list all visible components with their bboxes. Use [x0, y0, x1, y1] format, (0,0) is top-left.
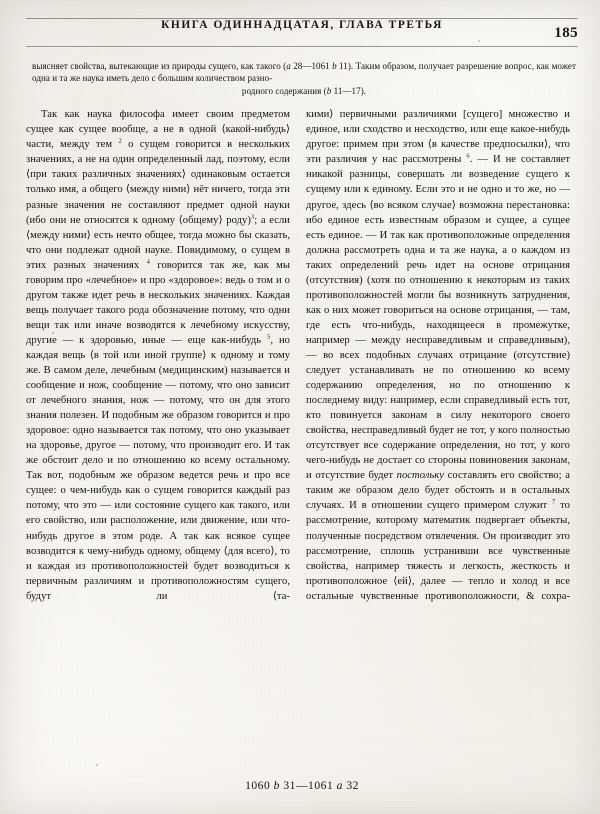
two-column-body [26, 107, 578, 604]
ref-end-line: 32 [346, 779, 359, 792]
running-head [26, 19, 578, 41]
column-left-text: Так как наука философа имеет своим предметом сущее как сущее вообще, а не в одной ⟨какой-нибудь⟩ части, между тем $^2$ о сущем говорится в нескольких значениях, а не на один определенный лад, поэтому, если ⟨при таких различных значениях⟩ одинаковым остается только имя, а общего ⟨между ними⟩ нёт ничего, тогда эти разные значения не составляют предмет одной науки (ибо они не относятся к одному ⟨общему⟩ роду)$^3$; а если ⟨между ними⟩ есть нечто общее, тогда можно бы сказать, что они подлежат одной науке. Повидимому, о сущем в этих разных значениях $^4$ говорится так же, как мы говорим про «лечебное» и про «здоровое»: ведь о том и о другом также идет речь в нескольких значениях. Каждая вещь получает такого рода обозначение потому, что одни вещи так или иначе возводятся к лечебному искусству, другие — к здоровью, иные — еще как-нибудь $^5$, но каждая вещь ⟨в той или иной группе⟩ к одному и тому же. В самом деле, лечебным (медицинским) называется и сообщение и нож, сообщение — потому, что оно зависит от лечебного знания, нож — потому, что он для этого знания полезен. И подобным же образом говорится и про здоровое: одно называется так потому, что оно указывает на здоровье, другое — потому, что производит его. И так же обстоит дело и по отношению ко всему остальному. Так вот, подобным же образом ведется речь и про все сущее: о чем-нибудь как о сущем говорится каждый раз потому, что это — или состояние сущего как такого, или его свойство, или расположение, или движение, или что-нибудь другое в этом роде. А так как всякое сущее возводится к чему-нибудь одному, общему ⟨для всего⟩, то и каждая из противоположностей будет возводиться к первичным различиям и противоположностям сущего, будут ли ⟨та- [26, 109, 290, 602]
bekker-reference [26, 779, 578, 792]
summary-text: выясняет свойства, вытекающие из природы сущего, как такого (a 28—1061 b 11). Таким образом, получает разрешение вопрос, как может одна и та же наука иметь дело с большим количеством разно- [32, 61, 576, 84]
ref-dash: — [295, 779, 309, 792]
column-right-text: кими⟩ первичными различиями [сущего] множество и единое, или сходство и несходство, или еще какое-нибудь другое: примем при этом ⟨в качестве предпосылки⟩, что эти различия у нас рассмотрены $^6$. — И не составляет никакой разницы, совершать ли возведение сущего к сущему или к единому. Если это и не одно и то же, но — другое, здесь ⟨во всяком случае⟩ возможна перестановка: ибо единое есть известным образом и сущее, а сущее есть единое. — И так как противоположные определения должна рассмотреть одна и та же наука, а о каждом из таких определений речь идет на основе отрицания (отсутствия) (хотя по отношению к некоторым из таких противоположностей могли бы возникнуть затруднения, как о них может говориться на основе отрицания, — там, где есть что-нибудь, находящееся в промежутке, например — между несправедливым и справедливым), — во всех подобных случаях отрицание (отсутствие) следует устанавливать не по отношению ко всему содержанию определения, но по отношению к последнему виду: например, если справедливый есть тот, кто повинуется законам в силу некоторого своего свойства, несправедливый будет не тот, у кого полностью отсутствует все содержание определения, но тот, у кого чего-нибудь не достает со стороны повиновения законам, и отсутствие будет постольку составлять его свойство; а таким же образом дело будет обстоять и в остальных случаях. И в отношении сущего примером служит $^7$ то рассмотрение, которому математик подвергает объекты, полученные посредством отвлечения. Он производит это рассмотрение, сплошь устранивши все чувственные свойства, например тяжесть и легкость, жесткость и противоположное ⟨ей⟩, далее — тепло и холод и все остальные чувственные противоположности, & сохра- [306, 109, 570, 602]
page-number: 185 [554, 25, 578, 41]
column-left [26, 107, 290, 604]
ref-start-number: 1060 [245, 779, 271, 792]
column-right [306, 107, 570, 604]
ref-start-line: 31 [283, 779, 296, 792]
page-content [26, 10, 578, 806]
ref-end-number: 1061 [308, 779, 334, 792]
summary-paragraph [26, 60, 578, 97]
ref-end-letter: a [336, 779, 343, 792]
summary-last-line: родного содержания (b 11—17). [241, 85, 367, 96]
running-title: КНИГА ОДИННАДЦАТАЯ, ГЛАВА ТРЕТЬЯ [161, 19, 443, 31]
header-rule-bottom [26, 46, 578, 47]
ref-start-letter: b [273, 779, 280, 792]
